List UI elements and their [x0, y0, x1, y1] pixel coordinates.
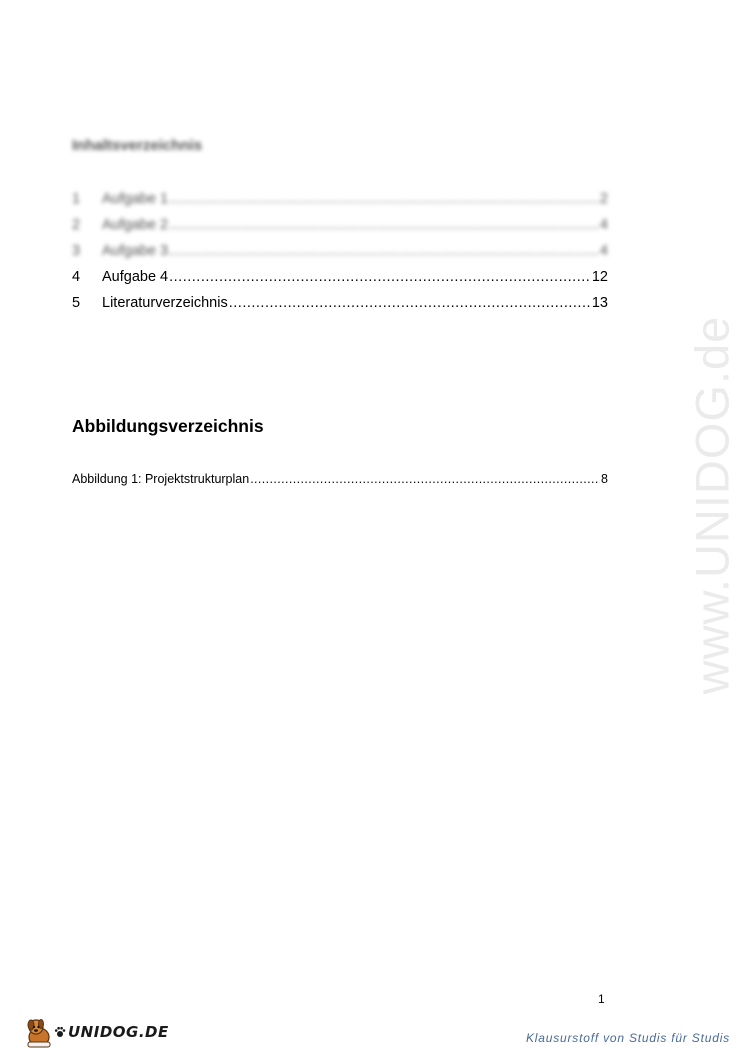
unidog-logo[interactable]: [24, 1013, 169, 1051]
toc-entry-page: 4: [599, 217, 608, 233]
watermark: www.UNIDOG.de: [685, 315, 739, 695]
toc-entry-number: 3: [72, 243, 81, 259]
toc-entry-page: 13: [591, 295, 608, 311]
toc-entry-label: Aufgabe 3: [102, 243, 169, 259]
toc-entry-label: Aufgabe 1: [102, 191, 169, 207]
toc-entry-label: Literaturverzeichnis: [102, 295, 228, 311]
toc-leader-dots: [229, 293, 591, 313]
logo-text: UNIDOG.DE: [68, 1023, 169, 1041]
toc-entry[interactable]: [72, 189, 608, 215]
page-number: 1: [598, 992, 605, 1006]
toc-entry-number: 1: [72, 191, 81, 207]
dog-icon: [24, 1015, 54, 1049]
toc-leader-dots: [169, 267, 591, 287]
toc-entry[interactable]: [72, 241, 608, 267]
toc-entry[interactable]: [72, 267, 608, 293]
toc-leader-dots: [169, 189, 599, 209]
figures-list: [72, 470, 608, 488]
toc-entry-page: 12: [591, 269, 608, 285]
toc-entry-number: 5: [72, 295, 81, 311]
toc-title: Inhaltsverzeichnis: [72, 137, 203, 154]
toc-entry[interactable]: [72, 293, 608, 319]
toc-leader-dots: [169, 241, 599, 261]
toc-entry[interactable]: [72, 215, 608, 241]
table-of-contents: [72, 189, 608, 319]
toc-leader-dots: [169, 215, 599, 235]
figures-list-title: Abbildungsverzeichnis: [72, 416, 264, 436]
toc-entry-label: Aufgabe 4: [102, 269, 169, 285]
figure-entry-label: Abbildung 1: Projektstrukturplan: [72, 472, 250, 486]
toc-entry-number: 2: [72, 217, 81, 233]
figure-leader-dots: [250, 470, 600, 488]
toc-entry-number: 4: [72, 269, 81, 285]
paw-icon: [54, 1026, 66, 1038]
toc-entry-page: 2: [599, 191, 608, 207]
footer-slogan: Klausurstoff von Studis für Studis: [526, 1031, 730, 1045]
figure-entry-page: 8: [601, 472, 608, 486]
toc-entry-label: Aufgabe 2: [102, 217, 169, 233]
figure-entry[interactable]: [72, 470, 608, 488]
toc-entry-page: 4: [599, 243, 608, 259]
